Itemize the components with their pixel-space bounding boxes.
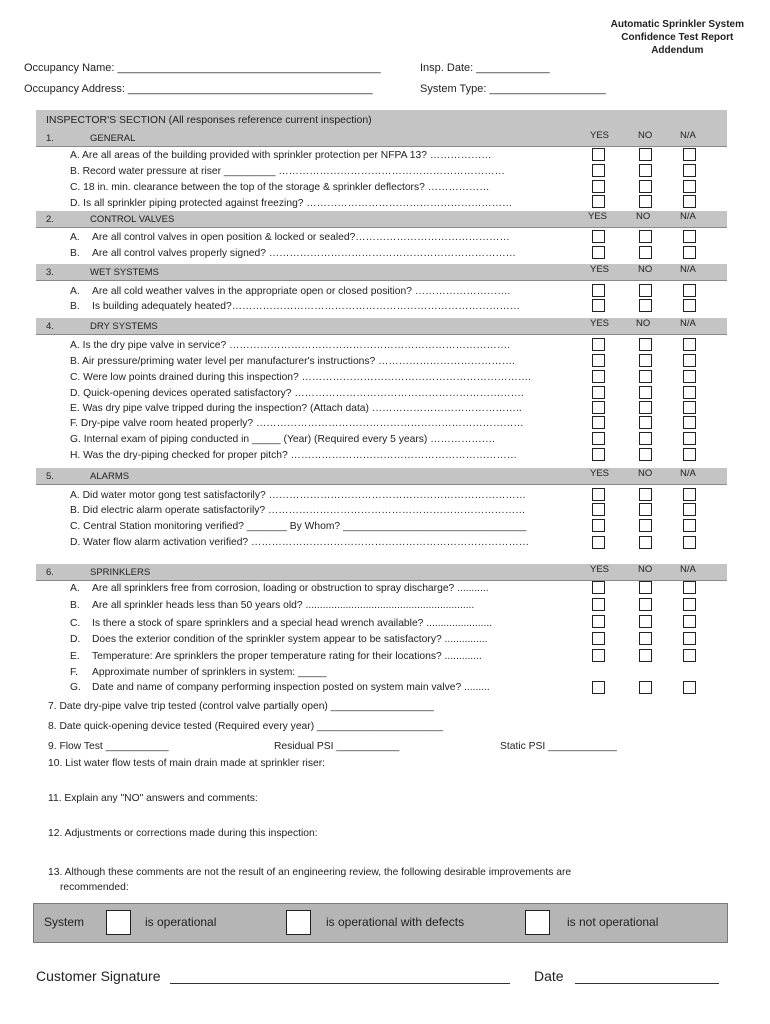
question-6a	[70, 583, 489, 594]
col-no: NO	[638, 130, 653, 141]
not-operational-label: is not operational	[567, 915, 659, 929]
checkbox-no[interactable]	[639, 649, 652, 662]
question-1d: D. Is all sprinkler piping protected against freezing? ……………………………………………………	[70, 198, 513, 209]
checkbox-no[interactable]	[639, 488, 652, 501]
checkbox-no[interactable]	[639, 148, 652, 161]
question-4a: A. Is the dry pipe valve in service? ……………………………………………………………………….	[70, 340, 510, 351]
checkbox-yes[interactable]	[592, 503, 605, 516]
col-no: NO	[638, 468, 653, 479]
checkbox-na[interactable]	[683, 416, 696, 429]
question-4b: B. Air pressure/priming water level per manufacturer's instructions? ………………………………….	[70, 356, 515, 367]
question-text: Are all sprinkler heads less than 50 years old? ...........................................................	[92, 600, 475, 611]
checkbox-na[interactable]	[683, 299, 696, 312]
col-na: N/A	[680, 318, 696, 329]
question-2a	[70, 232, 510, 243]
col-no: NO	[638, 564, 653, 575]
item-12: 12. Adjustments or corrections made during this inspection:	[48, 828, 318, 839]
operational-with-defects-checkbox[interactable]	[286, 910, 311, 935]
item-7[interactable]: 7. Date dry-pipe valve trip tested (control valve partially open) __________________	[48, 701, 434, 712]
question-6c	[70, 618, 493, 629]
checkbox-na[interactable]	[683, 488, 696, 501]
col-na: N/A	[680, 211, 696, 222]
checkbox-na[interactable]	[683, 649, 696, 662]
col-na: N/A	[680, 130, 696, 141]
section-label: ALARMS	[90, 471, 130, 482]
section-label: WET SYSTEMS	[90, 267, 159, 278]
section-alarms	[36, 468, 727, 485]
checkbox-yes[interactable]	[592, 649, 605, 662]
question-4h: H. Was the dry-piping checked for proper pitch? …………………………………………………………	[70, 450, 518, 461]
question-4f: F. Dry-pipe valve room heated properly? ……………………………………………………………………	[70, 418, 524, 429]
checkbox-no[interactable]	[639, 338, 652, 351]
checkbox-na[interactable]	[683, 370, 696, 383]
section-number: 2.	[46, 214, 54, 225]
checkbox-no[interactable]	[639, 370, 652, 383]
checkbox-no[interactable]	[639, 681, 652, 694]
insp-date-field[interactable]: Insp. Date: ____________	[420, 62, 550, 74]
question-letter: A.	[70, 583, 80, 594]
checkbox-yes[interactable]	[592, 164, 605, 177]
operational-checkbox[interactable]	[106, 910, 131, 935]
inspector-section-title: INSPECTOR'S SECTION (All responses reference current inspection)	[46, 114, 372, 126]
question-letter: C.	[70, 618, 81, 629]
col-yes: YES	[590, 468, 610, 479]
section-number: 1.	[46, 133, 54, 144]
question-text: Date and name of company performing inspection posted on system main valve? .........	[92, 682, 490, 693]
signature-date[interactable]	[534, 968, 719, 984]
checkbox-no[interactable]	[639, 230, 652, 243]
question-text: Does the exterior condition of the sprinkler system appear to be satisfactory? ...............	[92, 634, 488, 645]
section-number: 6.	[46, 567, 54, 578]
checkbox-no[interactable]	[639, 598, 652, 611]
question-text: Approximate number of sprinklers in system: _____	[92, 667, 327, 678]
question-letter: B.	[70, 301, 80, 312]
checkbox-no[interactable]	[639, 401, 652, 414]
operational-label: is operational	[145, 915, 217, 929]
checkbox-yes[interactable]	[592, 581, 605, 594]
section-label: CONTROL VALVES	[90, 214, 175, 225]
question-6e	[70, 651, 482, 662]
checkbox-na[interactable]	[683, 148, 696, 161]
question-letter: B.	[70, 600, 80, 611]
question-4c: C. Were low points drained during this inspection? ………………………………………………………….	[70, 372, 532, 383]
item-13: 13. Although these comments are not the result of an engineering review, the following desirable improvements are	[48, 867, 572, 878]
checkbox-yes[interactable]	[592, 354, 605, 367]
checkbox-no[interactable]	[639, 448, 652, 461]
col-yes: YES	[590, 318, 610, 329]
checkbox-no[interactable]	[639, 632, 652, 645]
checkbox-no[interactable]	[639, 195, 652, 208]
system-type-field[interactable]: System Type: ___________________	[420, 83, 606, 95]
checkbox-no[interactable]	[639, 416, 652, 429]
checkbox-yes[interactable]	[592, 432, 605, 445]
section-label: SPRINKLERS	[90, 567, 151, 578]
section-control-valves	[36, 211, 727, 228]
question-4g: G. Internal exam of piping conducted in _____ (Year) (Required every 5 years) ……………….	[70, 434, 495, 445]
col-na: N/A	[680, 264, 696, 275]
checkbox-na[interactable]	[683, 180, 696, 193]
question-5b: B. Did electric alarm operate satisfactorily? …………………………………………………………………	[70, 505, 526, 516]
signature-line[interactable]	[170, 971, 510, 984]
title-line-1: Automatic Sprinkler System	[610, 19, 744, 30]
checkbox-yes[interactable]	[592, 615, 605, 628]
title-line-2: Confidence Test Report	[621, 32, 734, 43]
col-no: NO	[636, 318, 651, 329]
checkbox-na[interactable]	[683, 338, 696, 351]
checkbox-yes[interactable]	[592, 536, 605, 549]
question-6d	[70, 634, 488, 645]
section-label: GENERAL	[90, 133, 136, 144]
section-general	[36, 130, 727, 147]
question-text: Temperature: Are sprinklers the proper temperature rating for their locations? .............	[92, 651, 482, 662]
form-title	[611, 18, 744, 57]
section-number: 5.	[46, 471, 54, 482]
question-6b	[70, 600, 475, 611]
question-5c: C. Central Station monitoring verified? _______ By Whom? ________________________________	[70, 521, 527, 532]
checkbox-yes[interactable]	[592, 401, 605, 414]
item-8[interactable]: 8. Date quick-opening device tested (Required every year) ______________________	[48, 721, 443, 732]
col-yes: YES	[590, 564, 610, 575]
question-6g	[70, 682, 490, 693]
checkbox-no[interactable]	[639, 284, 652, 297]
checkbox-no[interactable]	[639, 432, 652, 445]
question-text: Is there a stock of spare sprinklers and a special head wrench available? .......................	[92, 618, 493, 629]
section-dry-systems	[36, 318, 727, 335]
checkbox-na[interactable]	[683, 230, 696, 243]
checkbox-na[interactable]	[683, 598, 696, 611]
date-label: Date	[534, 968, 564, 984]
question-letter: A.	[70, 286, 80, 297]
checkbox-no[interactable]	[639, 519, 652, 532]
checkbox-no[interactable]	[639, 615, 652, 628]
checkbox-na[interactable]	[683, 448, 696, 461]
checkbox-na[interactable]	[683, 164, 696, 177]
checkbox-yes[interactable]	[592, 195, 605, 208]
checkbox-no[interactable]	[639, 581, 652, 594]
question-text: Are all cold weather valves in the appropriate open or closed position? ……………………….	[92, 286, 511, 297]
question-text: Are all sprinklers free from corrosion, loading or obstruction to spray discharge? ...........	[92, 583, 489, 594]
checkbox-yes[interactable]	[592, 386, 605, 399]
checkbox-yes[interactable]	[592, 448, 605, 461]
question-5a: A. Did water motor gong test satisfactorily? …………………………………………………………………	[70, 490, 527, 501]
question-letter: G.	[70, 682, 81, 693]
checkbox-yes[interactable]	[592, 632, 605, 645]
checkbox-na[interactable]	[683, 386, 696, 399]
checkbox-no[interactable]	[639, 536, 652, 549]
question-text: Are all control valves properly signed? ………………………………………………………………	[92, 248, 516, 259]
col-yes: YES	[590, 264, 610, 275]
checkbox-na[interactable]	[683, 246, 696, 259]
col-na: N/A	[680, 564, 696, 575]
checkbox-na[interactable]	[683, 581, 696, 594]
question-text: Are all control valves in open position & locked or sealed?………………………………………	[92, 232, 510, 243]
question-1c: C. 18 in. min. clearance between the top of the storage & sprinkler deflectors? ………………	[70, 182, 490, 193]
question-1b: B. Record water pressure at riser _________ …………………………………………………………	[70, 166, 505, 177]
checkbox-na[interactable]	[683, 354, 696, 367]
checkbox-yes[interactable]	[592, 519, 605, 532]
section-sprinklers	[36, 564, 727, 581]
checkbox-yes[interactable]	[592, 681, 605, 694]
customer-signature-label: Customer Signature	[36, 968, 161, 984]
checkbox-no[interactable]	[639, 386, 652, 399]
checkbox-yes[interactable]	[592, 488, 605, 501]
col-no: NO	[636, 211, 651, 222]
checkbox-no[interactable]	[639, 246, 652, 259]
checkbox-yes[interactable]	[592, 230, 605, 243]
checkbox-yes[interactable]	[592, 338, 605, 351]
item-11: 11. Explain any "NO" answers and comments:	[48, 793, 258, 804]
item-9-residual-psi[interactable]: Residual PSI ___________	[274, 741, 400, 752]
checkbox-yes[interactable]	[592, 416, 605, 429]
occupancy-address-field[interactable]: Occupancy Address: ________________________________________	[24, 83, 373, 95]
item-9-flow-test[interactable]: 9. Flow Test ___________	[48, 741, 169, 752]
question-1a: A. Are all areas of the building provided with sprinkler protection per NFPA 13? ………………	[70, 150, 492, 161]
question-2b	[70, 248, 516, 259]
section-number: 4.	[46, 321, 54, 332]
checkbox-yes[interactable]	[592, 246, 605, 259]
checkbox-na[interactable]	[683, 503, 696, 516]
checkbox-na[interactable]	[683, 195, 696, 208]
checkbox-na[interactable]	[683, 401, 696, 414]
question-5d: D. Water flow alarm activation verified? ………………………………………………………………………	[70, 537, 530, 548]
system-status-bar	[33, 903, 728, 943]
checkbox-no[interactable]	[639, 503, 652, 516]
question-letter: D.	[70, 634, 81, 645]
checkbox-na[interactable]	[683, 519, 696, 532]
question-6f	[70, 667, 327, 678]
not-operational-checkbox[interactable]	[525, 910, 550, 935]
occupancy-name-field[interactable]: Occupancy Name: ___________________________________________	[24, 62, 381, 74]
item-9-static-psi[interactable]: Static PSI ____________	[500, 741, 617, 752]
checkbox-na[interactable]	[683, 284, 696, 297]
operational-with-defects-label: is operational with defects	[326, 915, 465, 929]
checkbox-yes[interactable]	[592, 299, 605, 312]
question-letter: F.	[70, 667, 79, 678]
checkbox-na[interactable]	[683, 536, 696, 549]
checkbox-yes[interactable]	[592, 370, 605, 383]
checkbox-no[interactable]	[639, 354, 652, 367]
question-4e: E. Was dry pipe valve tripped during the inspection? (Attach data) ……………………………………..	[70, 403, 522, 414]
col-na: N/A	[680, 468, 696, 479]
checkbox-yes[interactable]	[592, 598, 605, 611]
question-text: Is building adequately heated?…………………………………………………………………………	[92, 301, 521, 312]
checkbox-no[interactable]	[639, 299, 652, 312]
question-4d: D. Quick-opening devices operated satisfactory? ………………………………………………………….	[70, 388, 524, 399]
title-line-3: Addendum	[651, 45, 704, 56]
checkbox-no[interactable]	[639, 164, 652, 177]
checkbox-na[interactable]	[683, 632, 696, 645]
checkbox-na[interactable]	[683, 615, 696, 628]
col-yes: YES	[588, 211, 608, 222]
section-wet-systems	[36, 264, 727, 281]
checkbox-yes[interactable]	[592, 148, 605, 161]
checkbox-yes[interactable]	[592, 284, 605, 297]
checkbox-yes[interactable]	[592, 180, 605, 193]
item-13-continued: recommended:	[60, 882, 129, 893]
customer-signature[interactable]	[36, 968, 510, 984]
question-3a	[70, 286, 511, 297]
question-letter: A.	[70, 232, 80, 243]
question-3b	[70, 301, 521, 312]
section-label: DRY SYSTEMS	[90, 321, 158, 332]
date-line[interactable]	[575, 971, 719, 984]
checkbox-na[interactable]	[683, 681, 696, 694]
system-label: System	[44, 915, 85, 929]
col-yes: YES	[590, 130, 610, 141]
col-no: NO	[638, 264, 653, 275]
question-letter: E.	[70, 651, 80, 662]
checkbox-no[interactable]	[639, 180, 652, 193]
section-number: 3.	[46, 267, 54, 278]
question-letter: B.	[70, 248, 80, 259]
checkbox-na[interactable]	[683, 432, 696, 445]
inspector-section-header	[36, 110, 727, 131]
item-10: 10. List water flow tests of main drain made at sprinkler riser:	[48, 758, 325, 769]
